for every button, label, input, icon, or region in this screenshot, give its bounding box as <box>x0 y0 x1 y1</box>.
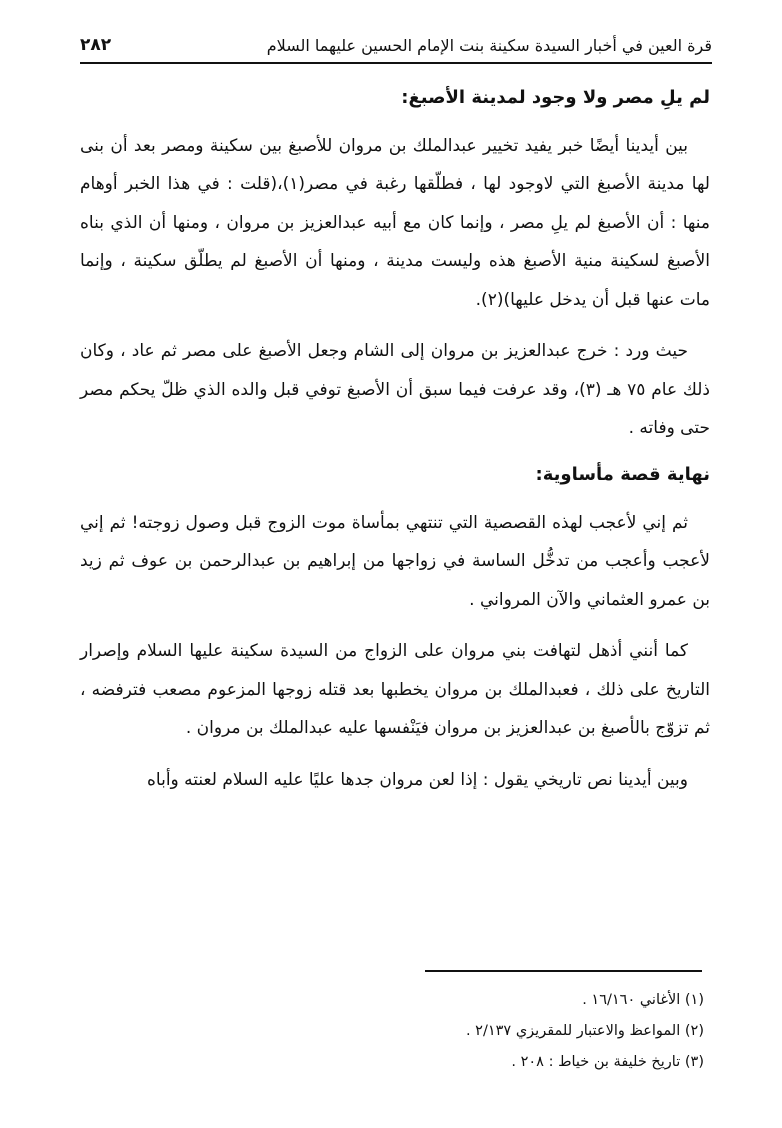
paragraph: وبين أيدينا نص تاريخي يقول : إذا لعن مروان جدها عليًا عليه السلام لعنته وأباه <box>147 769 688 790</box>
footnotes <box>304 985 704 1078</box>
footnote: (١) الأغاني ١٦/١٦٠ . <box>582 992 704 1008</box>
paragraph: ثم إني لأعجب لهذه القصصية التي تنتهي بمأساة موت الزوج قبل وصول زوجته! ثم إني لأعجب وأعجب من تدخُّل الساسة في زواجها من إبراهيم بن عبدالرحمن بن عوف ثم زيد بن عمرو العثماني والآن المرواني . <box>80 512 710 610</box>
footnote-divider <box>425 970 702 972</box>
section-heading: نهاية قصة مأساوية: <box>535 463 710 485</box>
footnote: (٣) تاريخ خليفة بن خياط : ٢٠٨ . <box>511 1054 704 1070</box>
paragraph: بين أيدينا أيضًا خبر يفيد تخيير عبدالملك بن مروان للأصبغ بين سكينة ومصر بعد أن بنى لها مدينة الأصبغ التي لاوجود لها ، فطلّقها رغبة في مصر(١)،(قلت : في هذا الخبر أوهام منها : أن الأصبغ لم يلِ مصر ، وإنما كان مع أبيه عبدالعزيز بن مروان ، ومنها أن الذي بناه الأصبغ لسكينة منية الأصبغ هذه وليست مدينة ، ومنها أن الأصبغ لم يطلّق سكينة ، وإنما مات عنها قبل أن يدخل عليها)(٢). <box>80 135 710 310</box>
page-body <box>80 84 710 812</box>
footnote: (٢) المواعظ والاعتبار للمقريزي ٢/١٣٧ . <box>465 1023 704 1039</box>
section-heading: لم يلِ مصر ولا وجود لمدينة الأصبغ: <box>401 87 710 108</box>
running-header <box>80 28 712 64</box>
paragraph: كما أنني أذهل لتهافت بني مروان على الزواج من السيدة سكينة عليها السلام وإصرار التاريخ على ذلك ، فعبدالملك بن مروان يخطبها بعد قتله زوجها المزعوم مصعب فترفضه ، ثم تزوّج بالأصبغ بن عبدالعزيز بن مروان فيَنْفسها عليه عبدالملك بن مروان . <box>80 641 710 739</box>
book-title: قرة العين في أخبار السيدة سكينة بنت الإمام الحسين عليهما السلام <box>266 35 712 55</box>
paragraph: حيث ورد : خرج عبدالعزيز بن مروان إلى الشام وجعل الأصبغ على مصر ثم عاد ، وكان ذلك عام ٧٥ هـ (٣)، وقد عرفت فيما سبق أن الأصبغ توفي قبل والده الذي ظلّ يحكم مصر حتى وفاته . <box>80 341 711 439</box>
page-number: ٢٨٢ <box>80 35 112 55</box>
